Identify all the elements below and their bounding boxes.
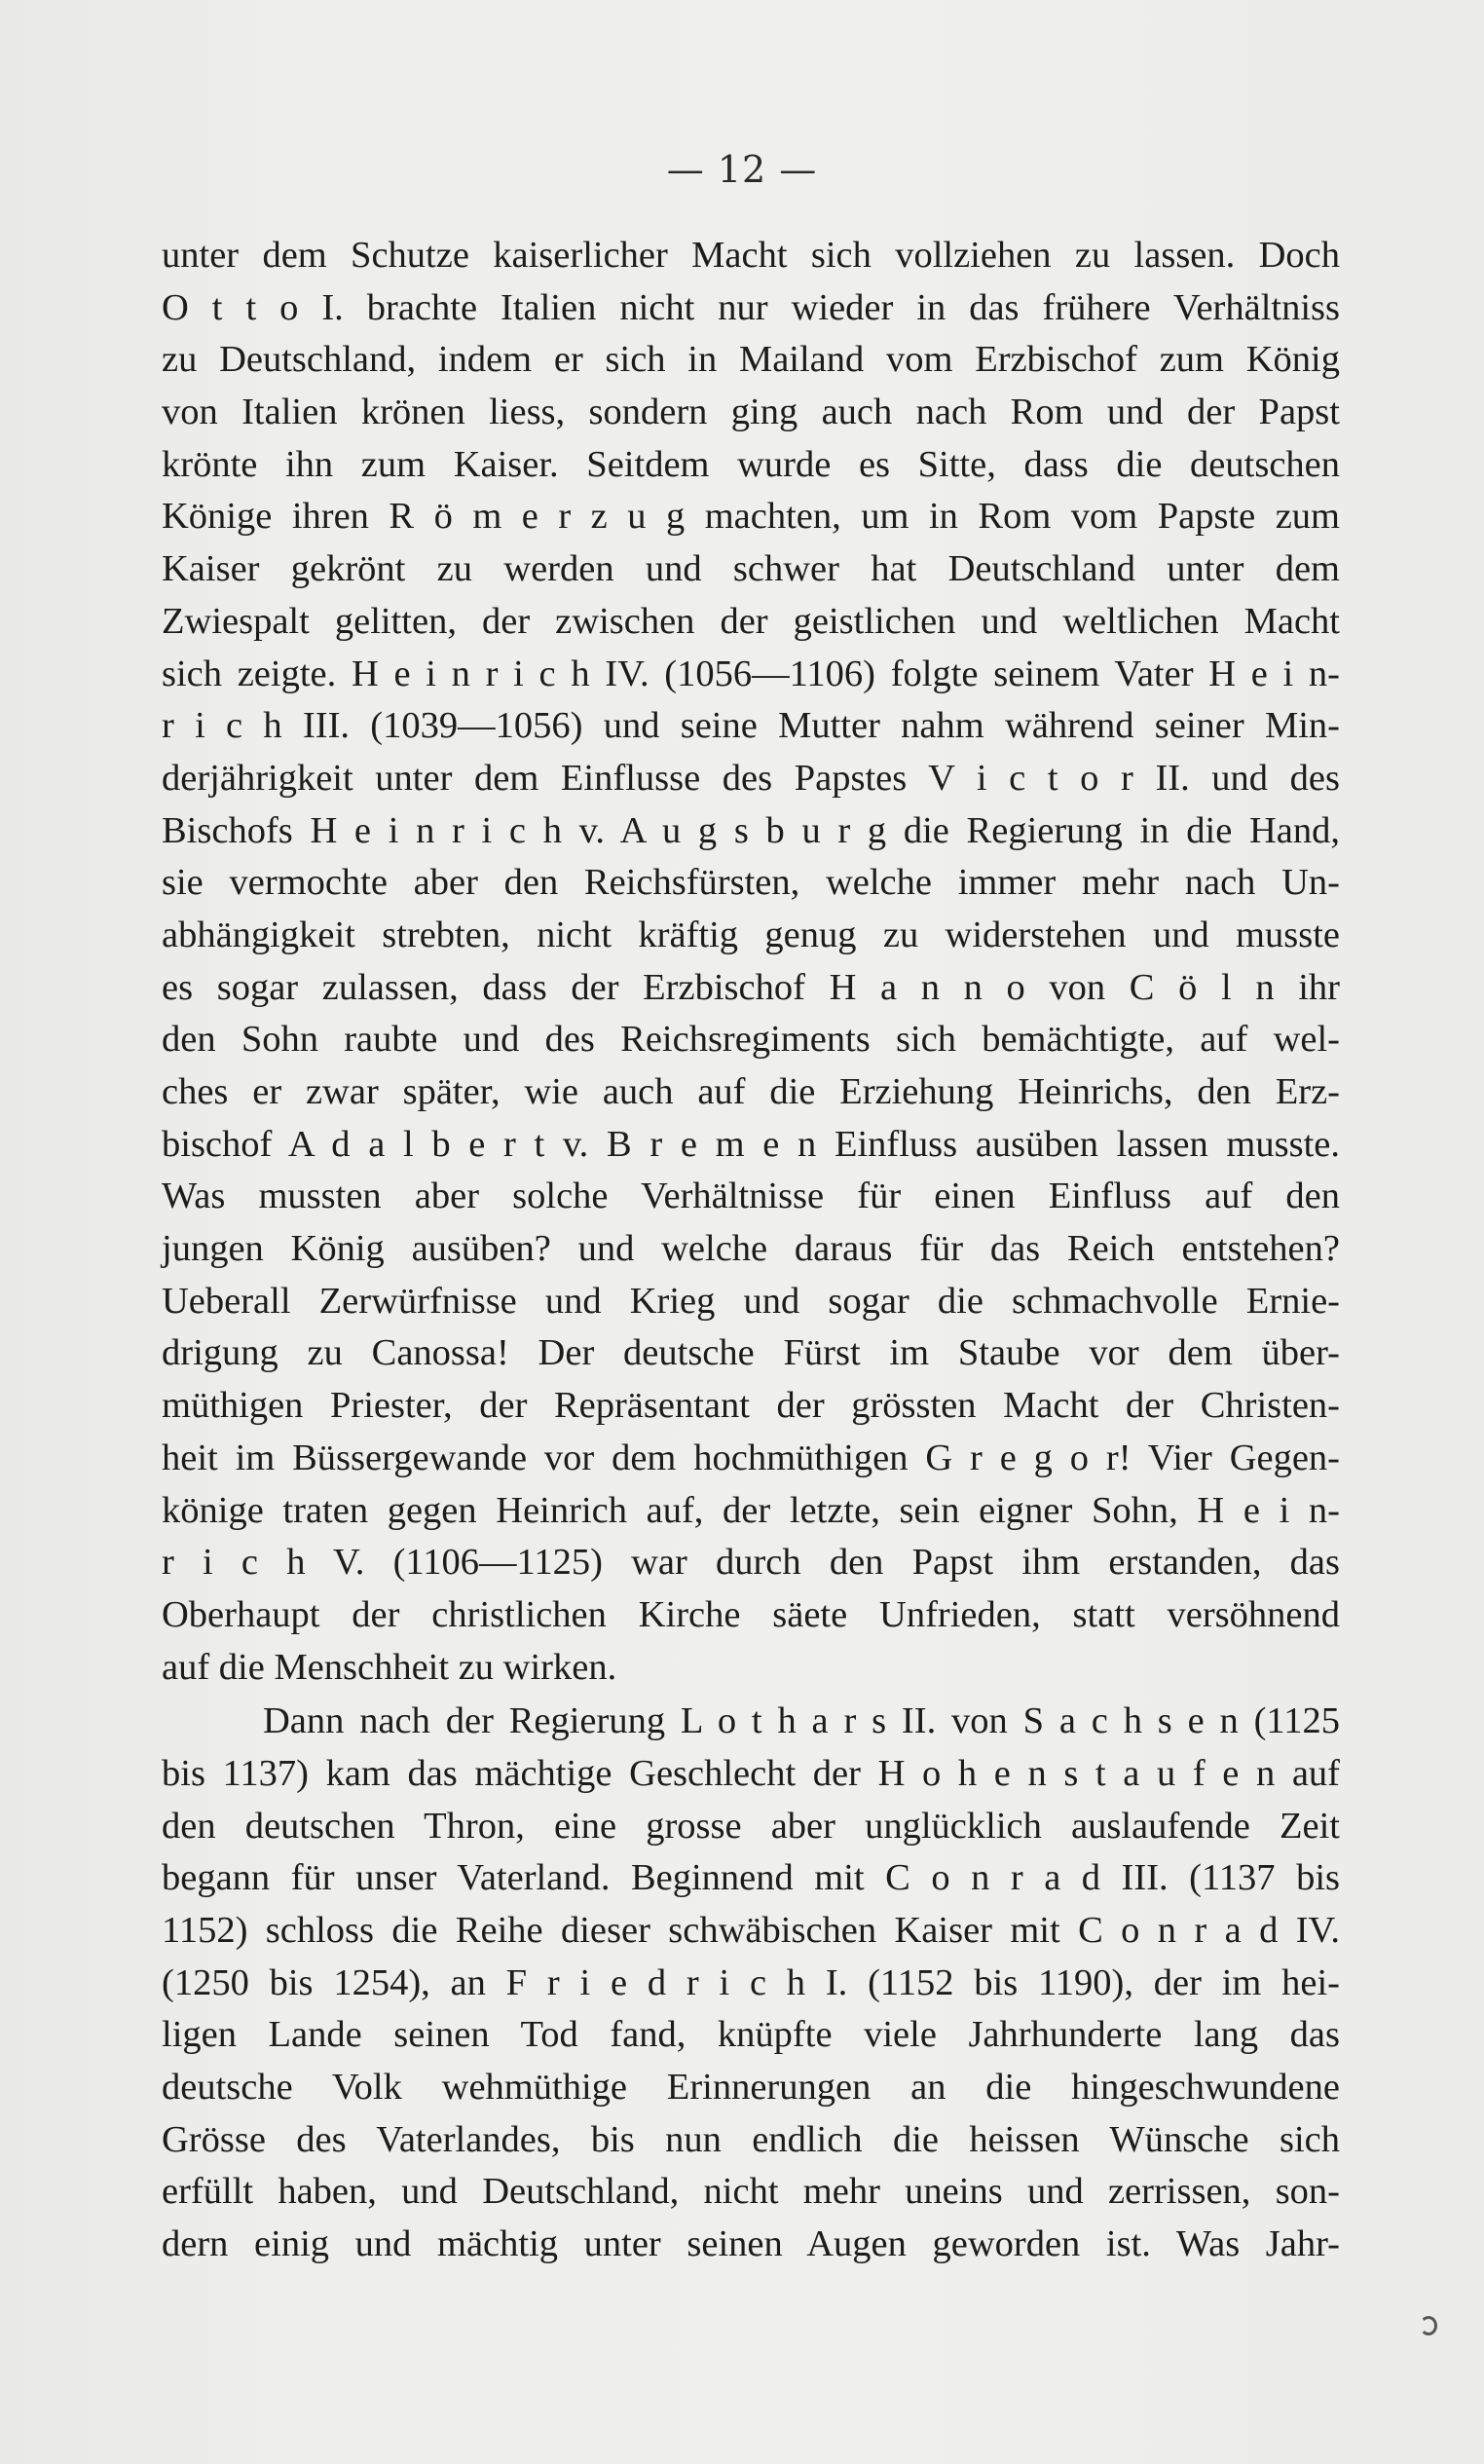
body-text (162, 230, 1340, 2271)
text-line: (1250 bis 1254), an F r i e d r i c h I. (1152 bis 1190), der im hei- (162, 1961, 1340, 2003)
text-line: Zwiespalt gelitten, der zwischen der geistlichen und weltlichen Macht (162, 600, 1340, 642)
text-line: müthigen Priester, der Repräsentant der grössten Macht der Christen- (162, 1385, 1340, 1427)
text-line: bis 1137) kam das mächtige Geschlecht der H o h e n s t a u f e n auf (162, 1752, 1340, 1794)
text-line: Dann nach der Regierung L o t h a r s II. von S a c h s e n (1125 (263, 1700, 1340, 1742)
text-line: abhängigkeit strebten, nicht kräftig genug zu widerstehen und musste (162, 914, 1340, 955)
text-line: dern einig und mächtig unter seinen Augen geworden ist. Was Jahr- (162, 2223, 1340, 2265)
text-line: jungen König ausüben? und welche daraus für das Reich entstehen? (162, 1228, 1340, 1270)
text-line: den Sohn raubte und des Reichsregiments sich bemächtigte, auf wel- (162, 1019, 1340, 1061)
paragraph-2 (162, 1696, 1340, 2271)
text-line: Ueberall Zerwürfnisse und Krieg und sogar die schmachvolle Ernie- (162, 1280, 1340, 1322)
text-line: krönte ihn zum Kaiser. Seitdem wurde es Sitte, dass die deutschen (162, 443, 1340, 485)
text-line: zu Deutschland, indem er sich in Mailand vom Erzbischof zum König (162, 339, 1340, 381)
text-line: sich zeigte. H e i n r i c h IV. (1056—1106) folgte seinem Vater H e i n- (162, 653, 1340, 694)
text-line: ligen Lande seinen Tod fand, knüpfte viele Jahrhunderte lang das (162, 2014, 1340, 2056)
text-line: es sogar zulassen, dass der Erzbischof H a n n o von C ö l n ihr (162, 966, 1340, 1008)
text-line: bischof A d a l b e r t v. B r e m e n Einfluss ausüben lassen musste. (162, 1123, 1340, 1165)
text-line: begann für unser Vaterland. Beginnend mit C o n r a d III. (1137 bis (162, 1857, 1340, 1899)
text-line: ches er zwar später, wie auch auf die Erziehung Heinrichs, den Erz- (162, 1071, 1340, 1112)
text-line: von Italien krönen liess, sondern ging auch nach Rom und der Papst (162, 392, 1340, 433)
text-line: Bischofs H e i n r i c h v. A u g s b u r g die Regierung in die Hand, (162, 809, 1340, 851)
text-line: Oberhaupt der christlichen Kirche säete Unfrieden, statt versöhnend (162, 1593, 1340, 1635)
text-line: drigung zu Canossa! Der deutsche Fürst im Staube vor dem über- (162, 1332, 1340, 1374)
text-line: erfüllt haben, und Deutschland, nicht mehr uneins und zerrissen, son- (162, 2171, 1340, 2213)
ink-speck-mark (1420, 2316, 1437, 2335)
text-line: Könige ihren R ö m e r z u g machten, um in Rom vom Papste zum (162, 496, 1340, 538)
text-line: sie vermochte aber den Reichsfürsten, welche immer mehr nach Un- (162, 862, 1340, 904)
text-line: 1152) schloss die Reihe dieser schwäbischen Kaiser mit C o n r a d IV. (162, 1910, 1340, 1951)
text-line: auf die Menschheit zu wirken. (162, 1646, 617, 1688)
paragraph-1 (162, 230, 1340, 1694)
text-line: Grösse des Vaterlandes, bis nun endlich die heissen Wünsche sich (162, 2118, 1340, 2160)
text-line: r i c h V. (1106—1125) war durch den Papst ihm erstanden, das (162, 1542, 1340, 1584)
text-line: r i c h III. (1039—1056) und seine Mutter nahm während seiner Min- (162, 705, 1340, 747)
text-line: unter dem Schutze kaiserlicher Macht sich vollziehen zu lassen. Doch (162, 235, 1340, 276)
text-line: den deutschen Thron, eine grosse aber unglücklich auslaufende Zeit (162, 1805, 1340, 1847)
text-line: könige traten gegen Heinrich auf, der letzte, sein eigner Sohn, H e i n- (162, 1489, 1340, 1531)
text-line: derjährigkeit unter dem Einflusse des Papstes V i c t o r II. und des (162, 757, 1340, 799)
text-line: O t t o I. brachte Italien nicht nur wieder in das frühere Verhältniss (162, 286, 1340, 328)
text-line: heit im Büssergewande vor dem hochmüthigen G r e g o r! Vier Gegen- (162, 1437, 1340, 1478)
text-line: Kaiser gekrönt zu werden und schwer hat Deutschland unter dem (162, 548, 1340, 590)
page-number: — 12 — (666, 148, 818, 191)
text-line: deutsche Volk wehmüthige Erinnerungen an die hingeschwundene (162, 2067, 1340, 2109)
text-line: Was mussten aber solche Verhältnisse für einen Einfluss auf den (162, 1176, 1340, 1217)
